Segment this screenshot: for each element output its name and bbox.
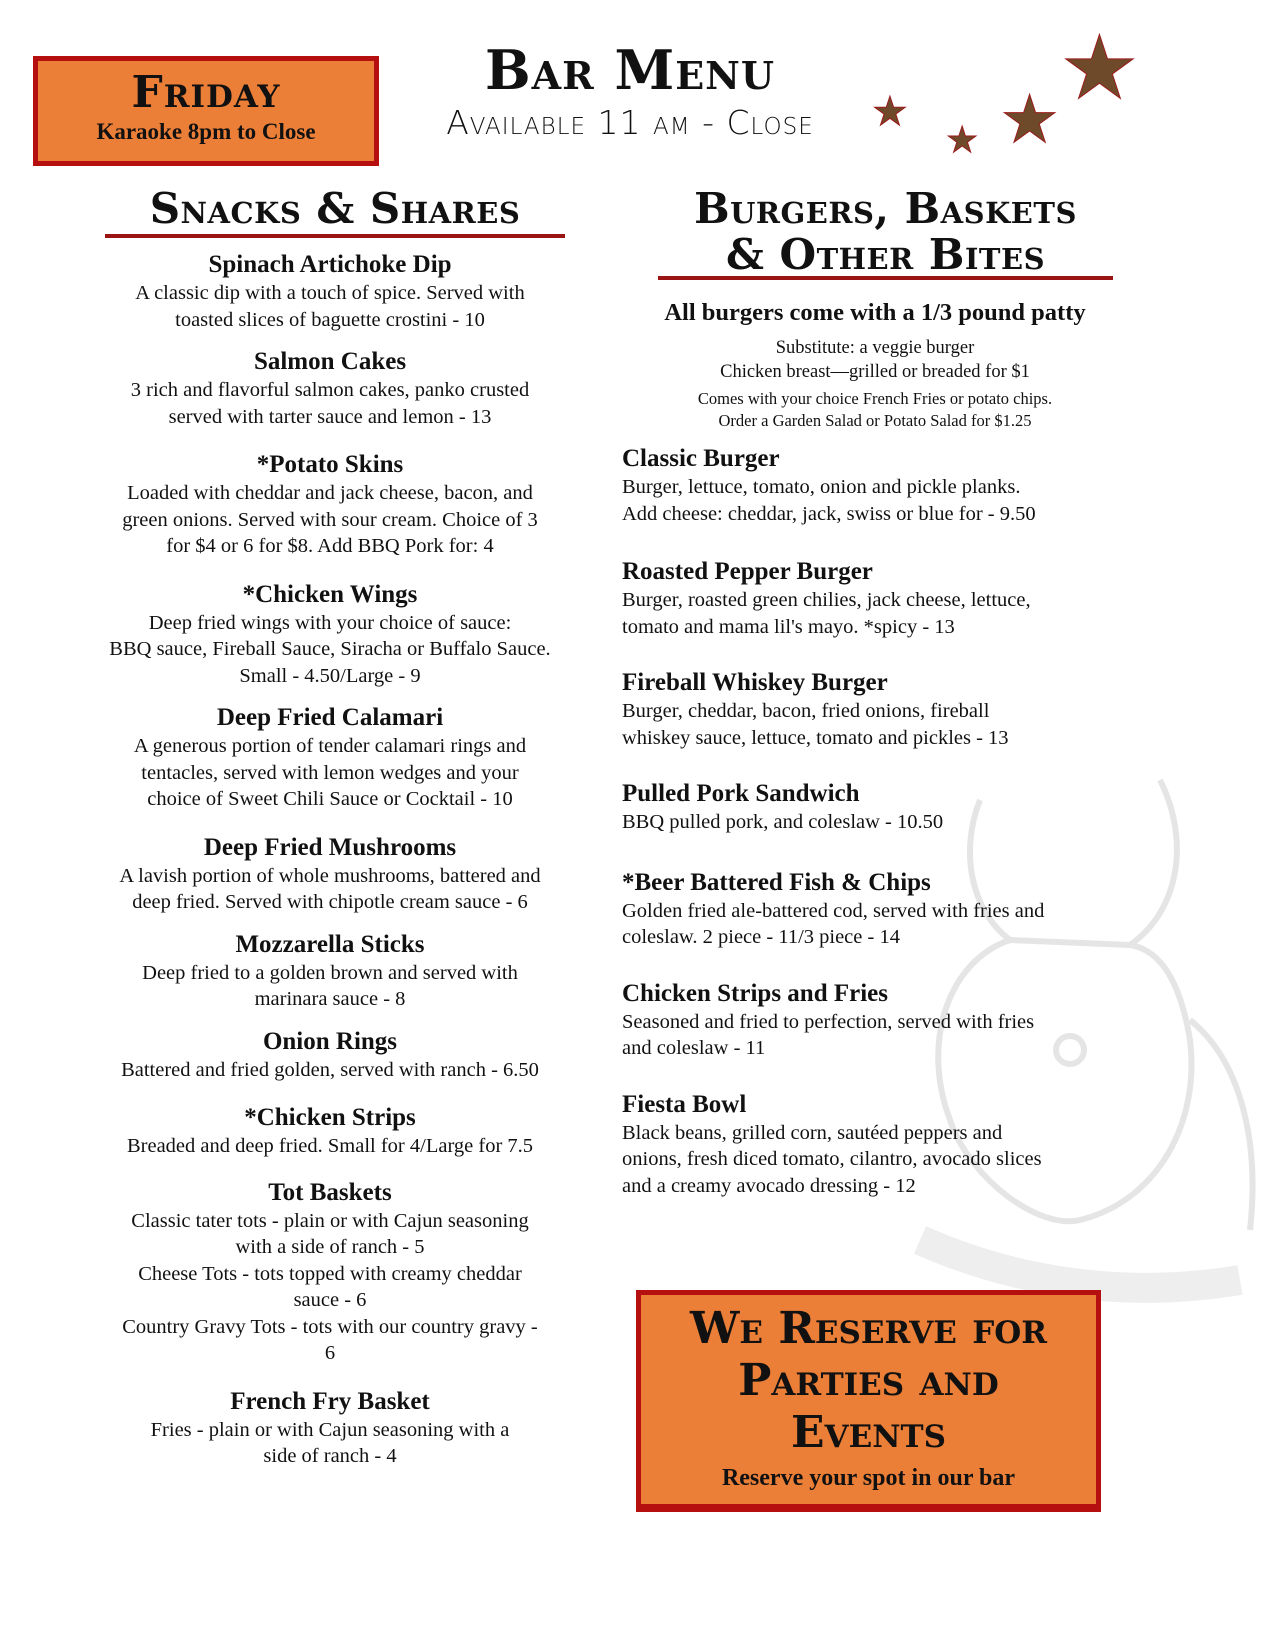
item-desc: A lavish portion of whole mushrooms, battered and [119, 864, 541, 887]
availability-hours: Available 11 am - Close [446, 103, 814, 142]
item-desc: Seasoned and fried to perfection, served with fries [622, 1010, 1035, 1033]
burger-notes [615, 298, 1135, 432]
menu-item [622, 557, 1162, 640]
star-icon: ★ [1060, 21, 1139, 118]
item-name: Roasted Pepper Burger [622, 558, 873, 585]
item-name: Pulled Pork Sandwich [622, 780, 860, 807]
item-desc: and a creamy avocado dressing - 12 [622, 1174, 916, 1197]
item-desc: for $4 or 6 for $8. Add BBQ Pork for: 4 [166, 535, 494, 557]
item-desc: 6 [324, 1342, 336, 1364]
menu-item [70, 1027, 590, 1084]
reserve-title-line: We Reserve for [689, 1303, 1047, 1354]
item-desc: A classic dip with a touch of spice. Served with [135, 282, 525, 304]
menu-item [70, 1103, 590, 1160]
burger-note-line: Comes with your choice French Fries or potato chips. [697, 389, 1053, 408]
menu-item [70, 347, 590, 430]
item-desc: BBQ sauce, Fireball Sauce, Siracha or Buffalo Sauce. [109, 638, 551, 660]
section-heading-line2: & Other Bites [725, 230, 1046, 279]
item-desc: Country Gravy Tots - tots with our country gravy - [122, 1315, 538, 1338]
menu-item [70, 833, 590, 916]
reserve-subtitle: Reserve your spot in our bar [721, 1465, 1016, 1491]
item-desc: tomato and mama lil's mayo. *spicy - 13 [622, 615, 955, 638]
reserve-title-line: Parties and [738, 1355, 999, 1406]
burger-note-title: All burgers come with a 1/3 pound patty [664, 299, 1086, 326]
item-desc: A generous portion of tender calamari rings and [133, 735, 527, 757]
item-desc: Golden fried ale-battered cod, served with fries and [622, 899, 1045, 922]
item-name: Deep Fried Mushrooms [203, 833, 457, 861]
burger-note-line: Chicken breast—grilled or breaded for $1 [720, 362, 1030, 382]
item-desc: Deep fried to a golden brown and served with [142, 961, 518, 984]
menu-item [622, 979, 1162, 1062]
item-desc: onions, fresh diced tomato, cilantro, avocado slices [622, 1148, 1042, 1170]
reserve-parties-banner [636, 1290, 1101, 1512]
item-name: Fireball Whiskey Burger [622, 669, 888, 696]
menu-item [70, 1178, 590, 1367]
item-name: Tot Baskets [268, 1178, 392, 1206]
item-desc: toasted slices of baguette crostini - 10 [175, 308, 485, 331]
item-desc: with a side of ranch - 5 [235, 1236, 425, 1258]
section-heading-line1: Burgers, Baskets [694, 184, 1077, 233]
snacks-list [70, 250, 590, 1484]
burgers-list [622, 444, 1162, 1221]
item-desc: Cheese Tots - tots topped with creamy cheddar [138, 1262, 522, 1285]
burgers-section-header [658, 186, 1113, 280]
star-icon: ★ [1000, 84, 1060, 157]
item-desc: Loaded with cheddar and jack cheese, bacon, and [127, 482, 533, 504]
item-desc: Breaded and deep fried. Small for 4/Large for 7.5 [126, 1135, 534, 1157]
item-desc: Add cheese: cheddar, jack, swiss or blue for - 9.50 [622, 502, 1036, 525]
menu-item [70, 930, 590, 1013]
menu-item [622, 668, 1162, 751]
section-heading: Snacks & Shares [149, 184, 521, 233]
menu-item [70, 703, 590, 813]
menu-item [70, 250, 590, 333]
item-desc: side of ranch - 4 [263, 1445, 397, 1467]
item-desc: Small - 4.50/Large - 9 [239, 664, 421, 687]
menu-item [622, 444, 1162, 527]
item-desc: coleslaw. 2 piece - 11/3 piece - 14 [622, 926, 900, 948]
item-name: Onion Rings [262, 1027, 398, 1055]
item-name: *Potato Skins [256, 451, 404, 478]
item-desc: deep fried. Served with chipotle cream sauce - 6 [132, 891, 528, 913]
item-name: Fiesta Bowl [622, 1090, 747, 1118]
menu-item [622, 779, 1162, 836]
menu-item [622, 1090, 1162, 1200]
item-name: Deep Fried Calamari [216, 704, 444, 731]
item-desc: green onions. Served with sour cream. Choice of 3 [122, 508, 538, 531]
item-name: *Beer Battered Fish & Chips [622, 868, 931, 896]
menu-item [70, 1387, 590, 1470]
item-desc: Classic tater tots - plain or with Cajun seasoning [131, 1209, 529, 1232]
item-name: Spinach Artichoke Dip [208, 251, 452, 278]
snacks-section-header [105, 186, 565, 238]
item-desc: BBQ pulled pork, and coleslaw - 10.50 [622, 811, 944, 833]
section-divider [105, 234, 565, 238]
item-desc: Fries - plain or with Cajun seasoning with a [150, 1418, 510, 1441]
item-desc: Burger, roasted green chilies, jack cheese, lettuce, [622, 589, 1031, 611]
item-desc: choice of Sweet Chili Sauce or Cocktail - 10 [147, 788, 513, 810]
item-name: Salmon Cakes [253, 348, 407, 375]
star-icon: ★ [872, 89, 908, 134]
reserve-title-line: Events [790, 1407, 946, 1458]
burger-note-line: Substitute: a veggie burger [775, 338, 975, 358]
item-desc: Burger, lettuce, tomato, onion and pickle planks. [622, 476, 1021, 498]
item-desc: whiskey sauce, lettuce, tomato and pickles - 13 [622, 726, 1009, 749]
friday-karaoke-banner [33, 56, 379, 166]
item-desc: Battered and fried golden, served with ranch - 6.50 [121, 1058, 539, 1081]
item-desc: Black beans, grilled corn, sautéed peppers and [622, 1121, 1003, 1144]
star-icon: ★ [946, 120, 979, 160]
item-name: Mozzarella Sticks [235, 930, 425, 958]
menu-item [70, 450, 590, 560]
item-desc: marinara sauce - 8 [254, 988, 406, 1010]
karaoke-hours: Karaoke 8pm to Close [96, 119, 316, 144]
item-name: French Fry Basket [230, 1387, 430, 1415]
page-title: Bar Menu [484, 38, 776, 102]
burger-note-line: Order a Garden Salad or Potato Salad for $1.25 [718, 411, 1032, 430]
menu-item [70, 580, 590, 690]
friday-title: Friday [131, 67, 281, 118]
item-desc: Deep fried wings with your choice of sauce: [148, 611, 512, 634]
item-name: Chicken Strips and Fries [622, 979, 889, 1007]
item-name: *Chicken Wings [242, 580, 418, 608]
item-desc: tentacles, served with lemon wedges and your [141, 761, 519, 784]
item-desc: sauce - 6 [293, 1289, 367, 1311]
item-desc: served with tarter sauce and lemon - 13 [168, 405, 492, 428]
item-desc: 3 rich and flavorful salmon cakes, panko crusted [130, 379, 530, 401]
item-name: Classic Burger [622, 445, 780, 472]
menu-item [622, 868, 1162, 951]
item-desc: and coleslaw - 11 [622, 1037, 766, 1059]
item-desc: Burger, cheddar, bacon, fried onions, fireball [622, 700, 990, 722]
item-name: *Chicken Strips [244, 1104, 416, 1131]
